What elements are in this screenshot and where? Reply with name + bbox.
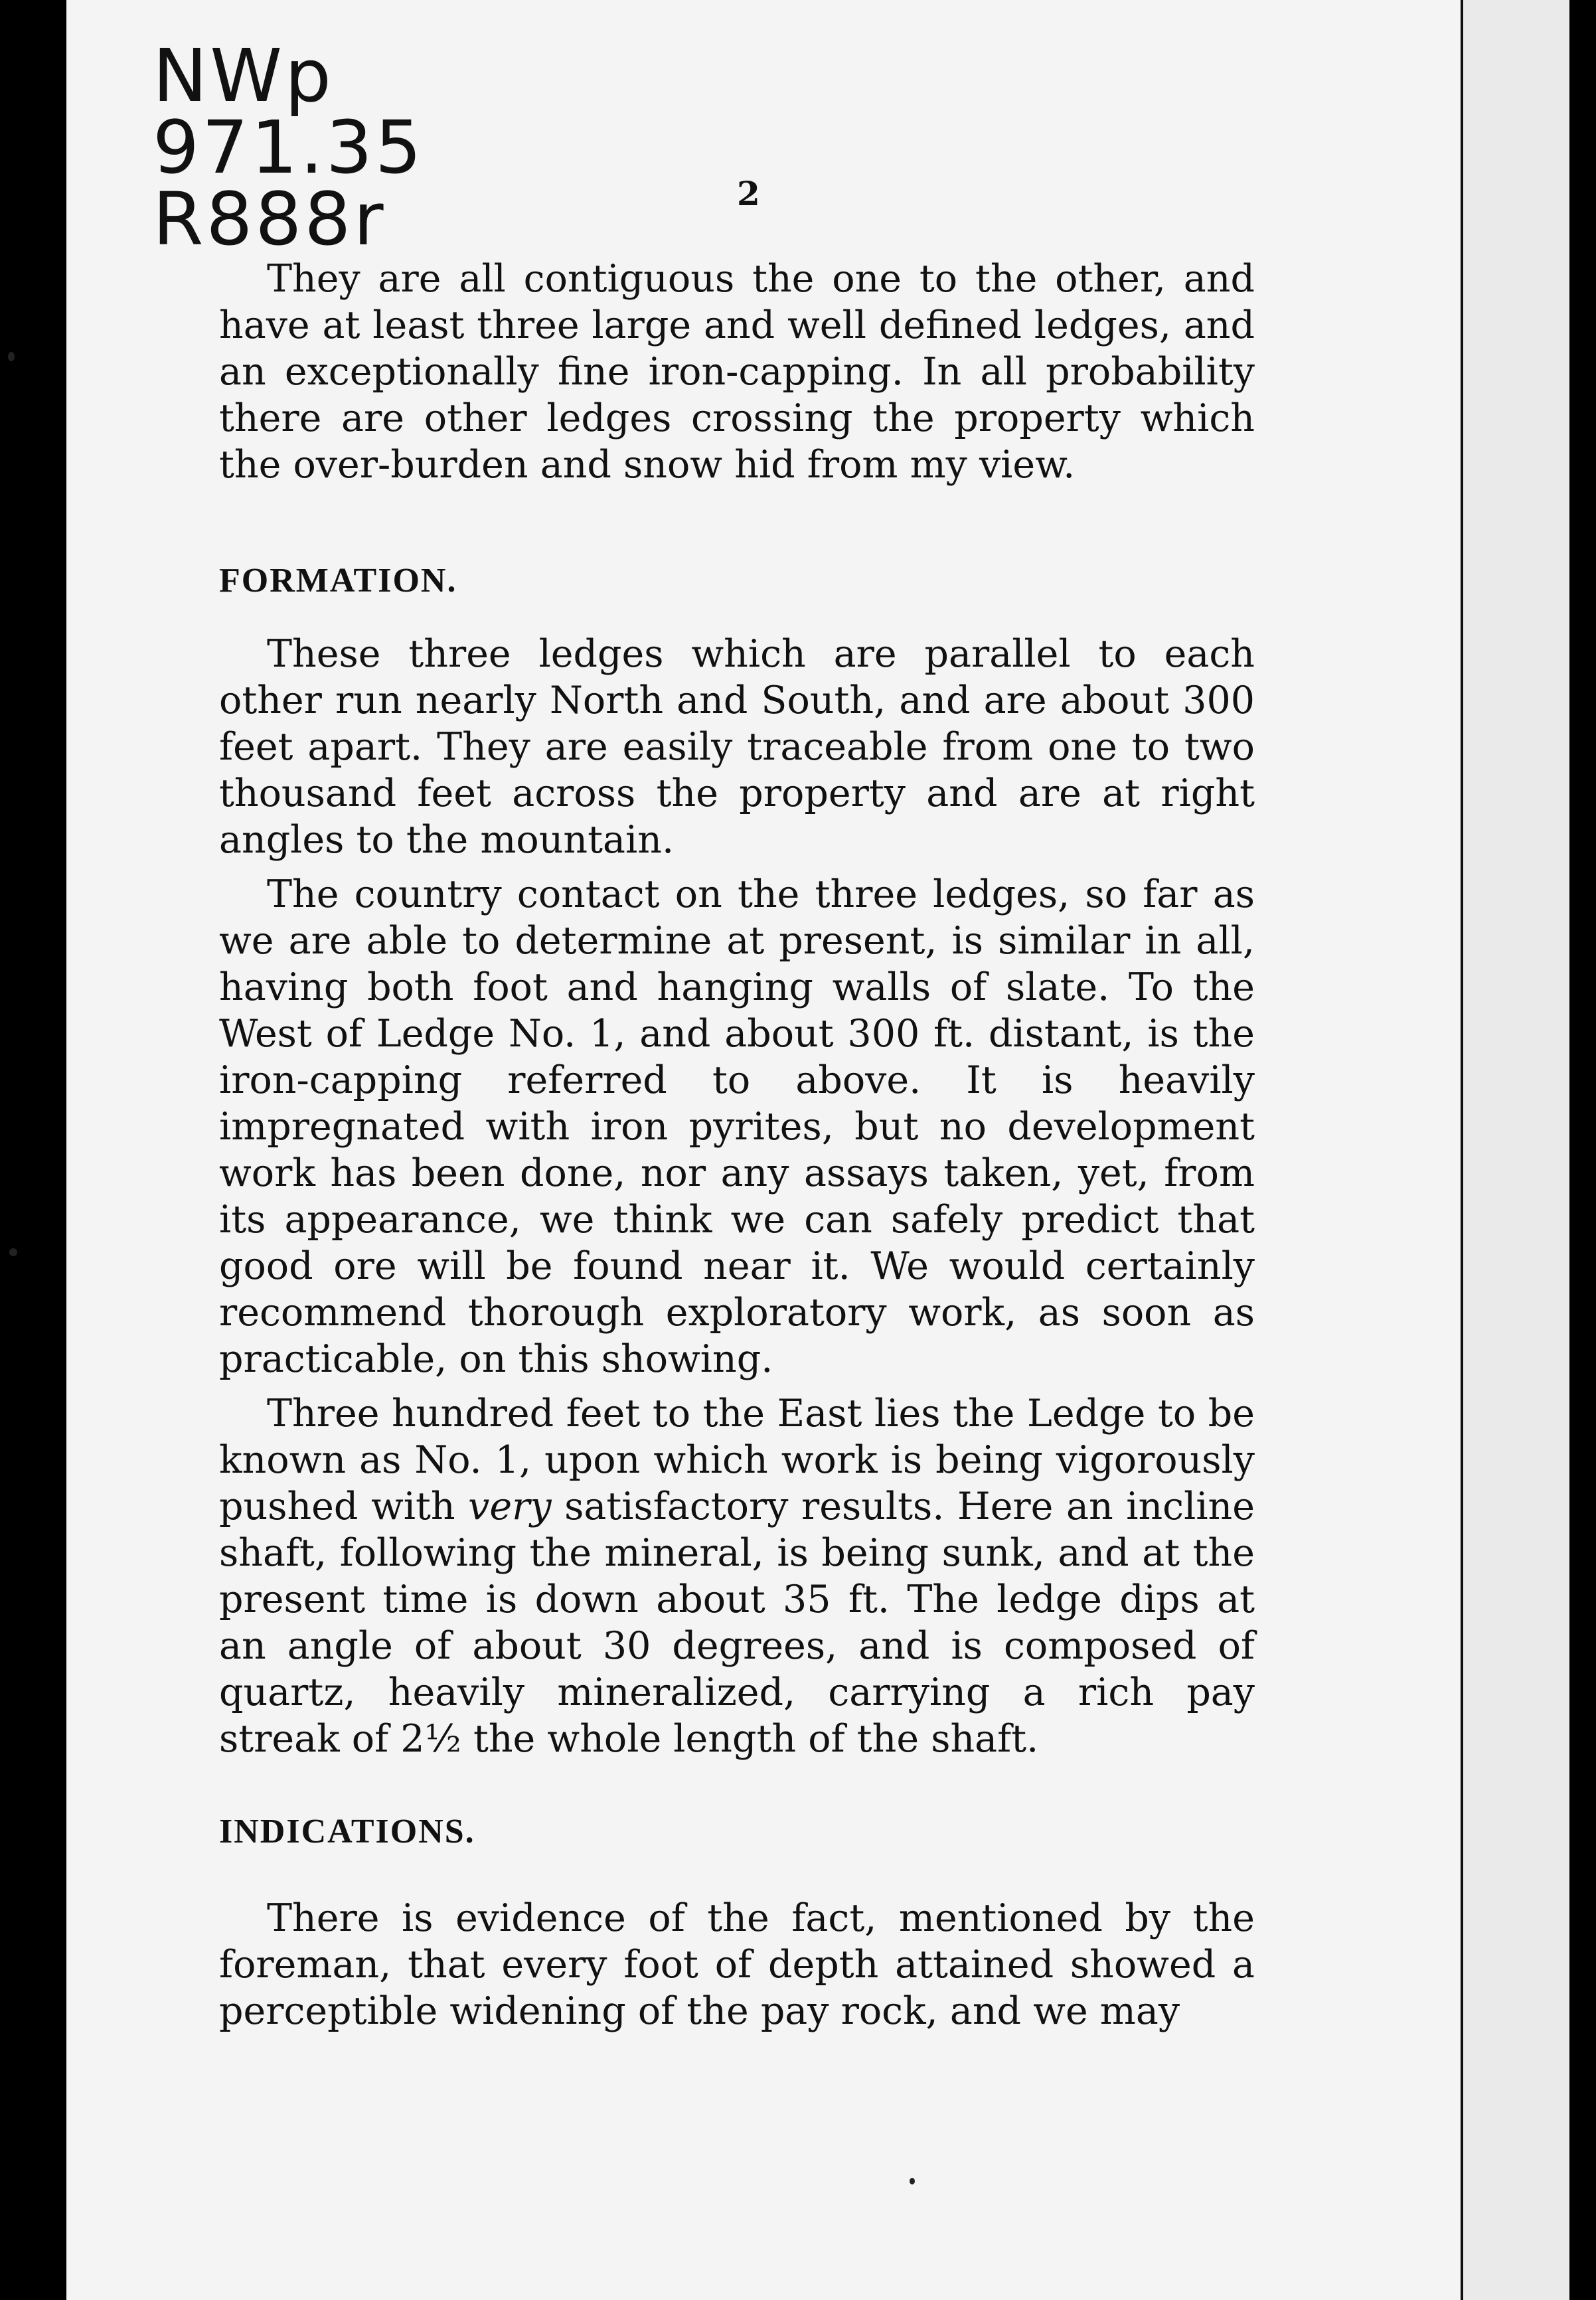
call-number-line: 971.35 [153,105,424,190]
formation-paragraph: The country contact on the three ledges, so far as we are able to determine at present, is similar in all, having both foot and hanging walls of slate. To the West of Ledge No. 1, and about 300 ft. distant, is the iron-capping referred to above. It is heavily impregnated with iron pyrites, but no development work has been done, nor any assays taken, yet, from its appearance, we think we can safely predict that good ore will be found near it. We would certainly recommend thorough exploratory work, as soon as practicable, on this showing. [219,872,1255,1381]
indications-paragraph: There is evidence of the fact, mentioned by the foreman, that every foot of depth attained showed a perceptible widening of the pay rock, and we may [219,1896,1255,2033]
page-edge [1461,0,1569,2300]
intro-paragraph: They are all contiguous the one to the other, and have at least three large and well defined ledges, and an exceptionally fine iron-capping. In all probability there are other ledges crossing the property which the over-burden and snow hid from my view. [219,257,1255,487]
scan-speck [8,352,15,361]
scan-speck [910,2178,915,2184]
emphasis-very: very [468,1485,552,1528]
formation-paragraph: Three hundred feet to the East lies the Ledge to be known as No. 1, upon which work is being vigorously pushed with very satisfactory results. Here an incline shaft, following the mineral, is being sunk, and at the present time is down about 35 ft. The ledge dips at an angle of about 30 degrees, and is composed of quartz, heavily mineralized, carrying a rich pay streak of 2½ the whole length of the shaft. [219,1392,1255,1761]
section-heading-formation: FORMATION. [219,562,457,600]
call-number-line: R888r [153,177,386,262]
scan-speck [9,1248,17,1256]
page-number: 2 [737,174,760,213]
section-heading-indications: INDICATIONS. [219,1813,475,1850]
call-number-line: NWp [153,33,334,118]
formation-paragraph: These three ledges which are parallel to each other run nearly North and South, and are about 300 feet apart. They are easily traceable from one to two thousand feet across the property and are at right angles to the mountain. [219,632,1255,862]
document-body [219,256,1255,2034]
library-call-number [153,33,424,262]
